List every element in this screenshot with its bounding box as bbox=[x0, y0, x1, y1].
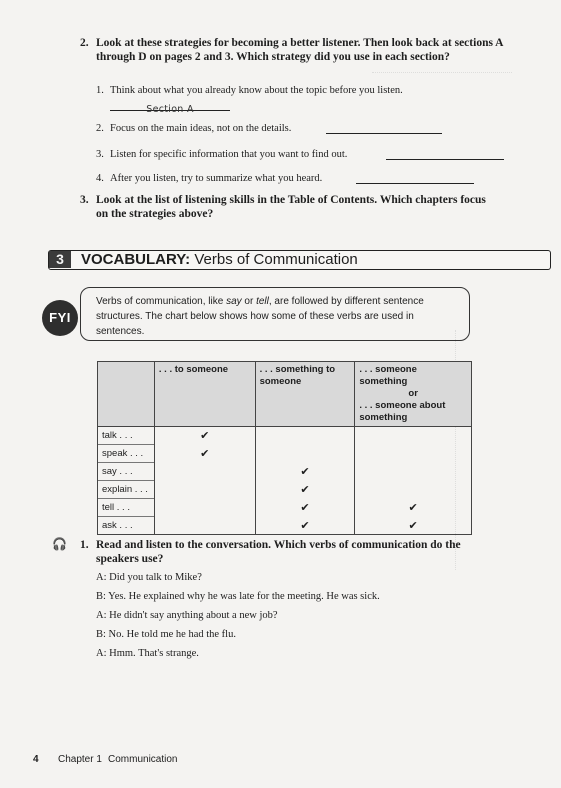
audio-headphones-icon[interactable]: 🎧 bbox=[52, 537, 67, 551]
verb-cell: ask . . . bbox=[98, 517, 155, 535]
table-header-someone-something bbox=[355, 362, 472, 427]
check-to-someone: ✔ bbox=[154, 427, 255, 445]
table-header-to-someone: . . . to someone bbox=[154, 362, 255, 427]
check-to-someone bbox=[154, 517, 255, 535]
verbs-chart bbox=[97, 361, 472, 535]
conversation-line: A: He didn't say anything about a new job? bbox=[96, 610, 278, 621]
section-number: 3 bbox=[49, 251, 71, 268]
item-number: 3. bbox=[96, 149, 104, 160]
item-text: Think about what you already know about the topic before you listen. bbox=[110, 85, 403, 96]
table-row bbox=[98, 499, 472, 517]
footer-title: Communication bbox=[108, 754, 178, 765]
fyi-box bbox=[80, 287, 470, 341]
table-row bbox=[98, 463, 472, 481]
fyi-example-say: say bbox=[226, 296, 242, 307]
answer-blank[interactable] bbox=[326, 122, 442, 134]
question-number: 2. bbox=[80, 37, 89, 49]
question-text: Read and listen to the conversation. Which verbs of communication do the speakers use? bbox=[96, 539, 461, 565]
conversation-line: B: Yes. He explained why he was late for the meeting. He was sick. bbox=[96, 591, 380, 602]
item-number: 2. bbox=[96, 123, 104, 134]
handwritten-answer: Section A bbox=[146, 104, 194, 115]
check-something-to-someone bbox=[255, 445, 355, 463]
question-text: Look at these strategies for becoming a better listener. Then look back at sections A through D on pages 2 and 3. Which strategy did you use in each section? bbox=[96, 37, 503, 63]
footer-chapter: Chapter 1 bbox=[58, 754, 102, 765]
table-row bbox=[98, 517, 472, 535]
item-text: After you listen, try to summarize what you heard. bbox=[110, 173, 323, 184]
check-something-to-someone: ✔ bbox=[255, 517, 355, 535]
section-title-bold: VOCABULARY: bbox=[81, 251, 191, 268]
table-header-something-to-someone: . . . something to someone bbox=[255, 362, 355, 427]
item-text: Listen for specific information that you want to find out. bbox=[110, 149, 348, 160]
verb-cell: tell . . . bbox=[98, 499, 155, 517]
fyi-example-tell: tell bbox=[256, 296, 269, 307]
check-something-to-someone: ✔ bbox=[255, 499, 355, 517]
conversation bbox=[96, 568, 516, 663]
verb-cell: say . . . bbox=[98, 463, 155, 481]
section-title bbox=[81, 251, 358, 268]
check-someone-something bbox=[355, 481, 472, 499]
table-row bbox=[98, 445, 472, 463]
verb-cell: talk . . . bbox=[98, 427, 155, 445]
check-something-to-someone: ✔ bbox=[255, 481, 355, 499]
fyi-text: or bbox=[241, 296, 257, 307]
table-row bbox=[98, 481, 472, 499]
question-text: Look at the list of listening skills in the Table of Contents. Which chapters focus on the strategies above? bbox=[96, 194, 486, 220]
check-someone-something: ✔ bbox=[355, 499, 472, 517]
fyi-text: , are followed by different sentence structures. The chart below shows how some of these verbs are used in sentences. bbox=[96, 296, 424, 337]
check-someone-something: ✔ bbox=[355, 517, 472, 535]
verb-cell: explain . . . bbox=[98, 481, 155, 499]
check-someone-something bbox=[355, 463, 472, 481]
check-to-someone bbox=[154, 499, 255, 517]
check-to-someone: ✔ bbox=[154, 445, 255, 463]
section-title-rest: Verbs of Communication bbox=[190, 251, 358, 268]
verb-cell: speak . . . bbox=[98, 445, 155, 463]
item-number: 1. bbox=[96, 85, 104, 96]
page-number: 4 bbox=[33, 754, 39, 765]
check-something-to-someone bbox=[255, 427, 355, 445]
fyi-badge: FYI bbox=[42, 300, 78, 336]
check-to-someone bbox=[154, 481, 255, 499]
section-header bbox=[48, 250, 551, 270]
item-text: Focus on the main ideas, not on the details. bbox=[110, 123, 292, 134]
check-something-to-someone: ✔ bbox=[255, 463, 355, 481]
conversation-line: B: No. He told me he had the flu. bbox=[96, 629, 236, 640]
answer-blank[interactable] bbox=[386, 148, 504, 160]
header-line: . . . someone about something bbox=[359, 400, 446, 423]
answer-blank[interactable] bbox=[110, 99, 230, 115]
table-header-blank bbox=[98, 362, 155, 427]
question-number: 3. bbox=[80, 194, 89, 206]
conversation-line: A: Hmm. That's strange. bbox=[96, 648, 199, 659]
question-number: 1. bbox=[80, 539, 89, 551]
fyi-text: Verbs of communication, like bbox=[96, 296, 227, 307]
check-someone-something bbox=[355, 445, 472, 463]
header-line: or bbox=[408, 388, 418, 399]
check-to-someone bbox=[154, 463, 255, 481]
conversation-line: A: Did you talk to Mike? bbox=[96, 572, 202, 583]
header-line: . . . someone something bbox=[359, 364, 417, 387]
check-someone-something bbox=[355, 427, 472, 445]
table-row bbox=[98, 427, 472, 445]
item-number: 4. bbox=[96, 173, 104, 184]
answer-blank[interactable] bbox=[356, 172, 474, 184]
